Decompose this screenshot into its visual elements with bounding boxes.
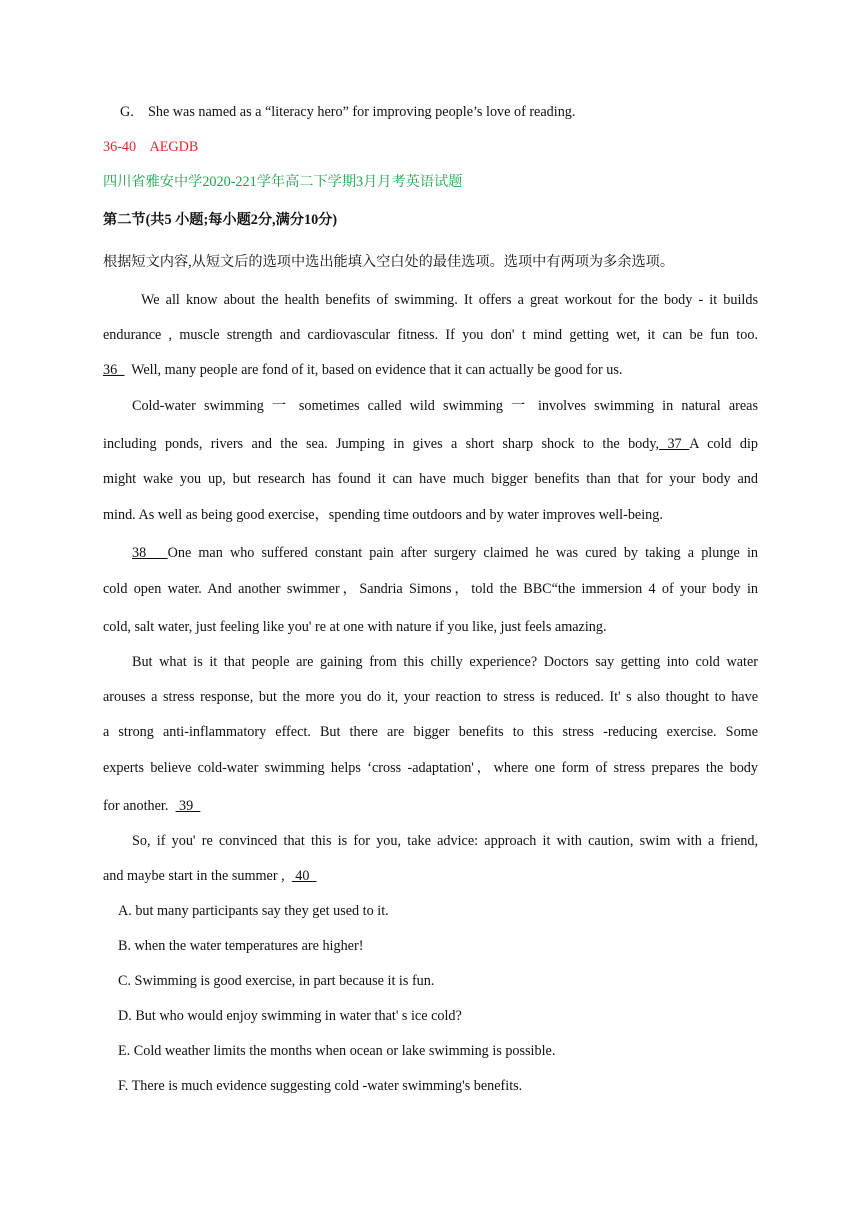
- option-a: A. but many participants say they get used to it.: [118, 903, 389, 919]
- option-b: B. when the water temperatures are higher!: [118, 938, 364, 954]
- passage-p2-line2-tail: A cold dip: [689, 436, 759, 452]
- passage-p1-line3: [103, 361, 758, 379]
- passage-p4-line4: experts believe cold-water swimming helps ‘cross -adaptation'，where one form of stress prepares the body: [103, 760, 758, 776]
- passage-p3-line1: [132, 544, 758, 562]
- blank-39: 39: [175, 798, 201, 814]
- passage-p4-line5: [103, 797, 758, 815]
- passage-p2-line2-text: including ponds, rivers and the sea. Jumping in gives a short sharp shock to the body,: [103, 436, 660, 452]
- passage-p1-line1: We all know about the health benefits of swimming. It offers a great workout for the body - it builds: [141, 292, 758, 308]
- passage-p4-line5-text: for another.: [103, 798, 176, 814]
- passage-p2-line1: Cold-water swimming 一 sometimes called wild swimming 一 involves swimming in natural areas: [132, 398, 758, 414]
- option-f: F. There is much evidence suggesting cold -water swimming's benefits.: [118, 1078, 523, 1094]
- section-heading: 第二节(共5 小题;每小题2分,满分10分): [103, 212, 338, 228]
- passage-p3-line3: cold, salt water, just feeling like you' re at one with nature if you like, just feels amazing.: [103, 619, 607, 635]
- passage-p4-line3: a strong anti-inflammatory effect. But there are bigger benefits to this stress -reducing exercise. Some: [103, 724, 758, 740]
- passage-p4-line2: arouses a stress response, but the more you do it, your reaction to stress is reduced. It' s also thought to have: [103, 689, 758, 705]
- option-c: C. Swimming is good exercise, in part because it is fun.: [118, 973, 435, 989]
- source-title: 四川省雅安中学2020-221学年高二下学期3月月考英语试题: [103, 174, 463, 190]
- passage-p1-line3-text: Well, many people are fond of it, based on evidence that it can actually be good for us.: [124, 362, 623, 378]
- passage-p1-line2: endurance , muscle strength and cardiovascular fitness. If you don' t mind getting wet, it can be fun too.: [103, 327, 758, 343]
- passage-p2-line3: might wake you up, but research has found it can have much bigger benefits than that for your body and: [103, 471, 758, 487]
- passage-p2-line2: [103, 435, 758, 453]
- blank-38: 38: [132, 545, 168, 561]
- instructions: 根据短文内容,从短文后的选项中选出能填入空白处的最佳选项。选项中有两项为多余选项。: [103, 254, 675, 270]
- passage-p2-line4: mind. As well as being good exercise，spending time outdoors and by water improves well-being.: [103, 507, 663, 523]
- option-e: E. Cold weather limits the months when ocean or lake swimming is possible.: [118, 1043, 556, 1059]
- passage-p5-line1: So, if you' re convinced that this is for you, take advice: approach it with caution, swim with a friend,: [132, 833, 758, 849]
- blank-37: 37: [659, 436, 690, 452]
- option-g: G. She was named as a “literacy hero” for improving people’s love of reading.: [120, 104, 576, 120]
- passage-p4-line1: But what is it that people are gaining from this chilly experience? Doctors say getting into cold water: [132, 654, 758, 670]
- passage-p3-line1-text: One man who suffered constant pain after surgery claimed he was cured by taking a plunge in: [167, 545, 758, 561]
- passage-p5-line2: [103, 867, 758, 885]
- blank-40: 40: [291, 868, 317, 884]
- option-d: D. But who would enjoy swimming in water that' s ice cold?: [118, 1008, 462, 1024]
- answer-key: 36-40 AEGDB: [103, 139, 199, 155]
- passage-p3-line2: cold open water. And another swimmer，Sandria Simons，told the BBC“the immersion 4 of your body in: [103, 581, 758, 597]
- blank-36: 36_: [103, 362, 125, 378]
- passage-p5-line2-text: and maybe start in the summer ,: [103, 868, 292, 884]
